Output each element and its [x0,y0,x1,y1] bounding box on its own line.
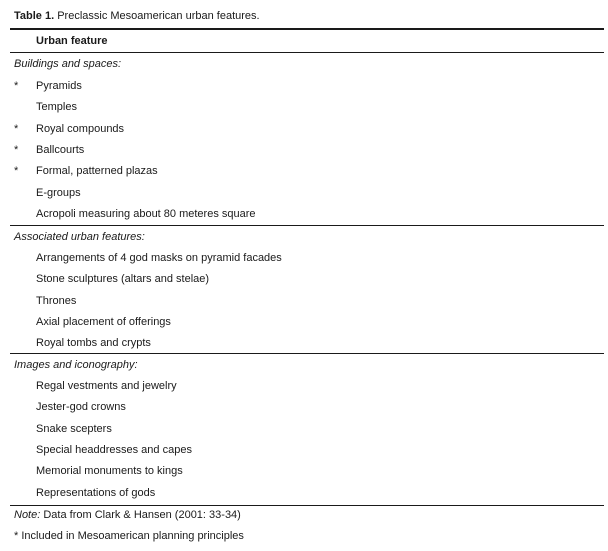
table-row [0,184,608,202]
table-row [0,441,608,459]
feature-cell: Special headdresses and capes [36,444,192,456]
section-heading-row [0,356,608,374]
feature-cell: Representations of gods [36,487,156,499]
feature-cell: Acropoli measuring about 80 meteres square [36,208,256,220]
table-caption-label: Table 1. [14,10,55,22]
top-rule [10,28,604,30]
feature-cell: Formal, patterned plazas [36,165,158,177]
feature-cell: E-groups [36,187,81,199]
section-title: Images and iconography: [14,359,138,371]
feature-cell: Royal tombs and crypts [36,337,151,349]
feature-cell: Royal compounds [36,123,125,135]
feature-cell: Axial placement of offerings [36,316,171,328]
asterisk-marker: * [14,80,19,92]
note-label: Note: [14,509,41,521]
header-rule [10,52,604,53]
asterisk-marker: * [14,144,19,156]
table-row [0,77,608,95]
table-row [0,377,608,395]
table-caption-text: Preclassic Mesoamerican urban features. [57,10,260,22]
section-title: Associated urban features: [14,231,145,243]
table-footnote: * Included in Mesoamerican planning principles [14,530,244,542]
feature-cell: Thrones [36,295,77,307]
table-row [0,249,608,267]
table-row [0,98,608,116]
section-rule [10,225,604,226]
feature-cell: Snake scepters [36,423,112,435]
section-heading-row [0,228,608,246]
table-caption [14,10,260,22]
table-row [0,313,608,331]
table-row [0,292,608,310]
table-row [0,141,608,159]
section-heading-row [0,55,608,73]
table-note [14,509,241,521]
header-row [0,32,608,50]
table-row [0,120,608,138]
table-row [0,205,608,223]
asterisk-marker: * [14,123,19,135]
table-row [0,398,608,416]
feature-cell: Pyramids [36,80,82,92]
table-row [0,162,608,180]
section-title: Buildings and spaces: [14,58,122,70]
column-header: Urban feature [36,35,108,47]
table-row [0,334,608,352]
feature-cell: Arrangements of 4 god masks on pyramid facades [36,252,282,264]
feature-cell: Ballcourts [36,144,85,156]
note-text: Data from Clark & Hansen (2001: 33-34) [43,509,241,521]
bottom-rule [10,505,604,506]
feature-cell: Memorial monuments to kings [36,465,183,477]
asterisk-marker: * [14,165,19,177]
section-rule [10,353,604,354]
feature-cell: Regal vestments and jewelry [36,380,177,392]
feature-cell: Jester-god crowns [36,401,126,413]
table-row [0,270,608,288]
feature-cell: Temples [36,101,77,113]
table-row [0,420,608,438]
feature-cell: Stone sculptures (altars and stelae) [36,273,210,285]
table-row [0,484,608,502]
table-row [0,462,608,480]
